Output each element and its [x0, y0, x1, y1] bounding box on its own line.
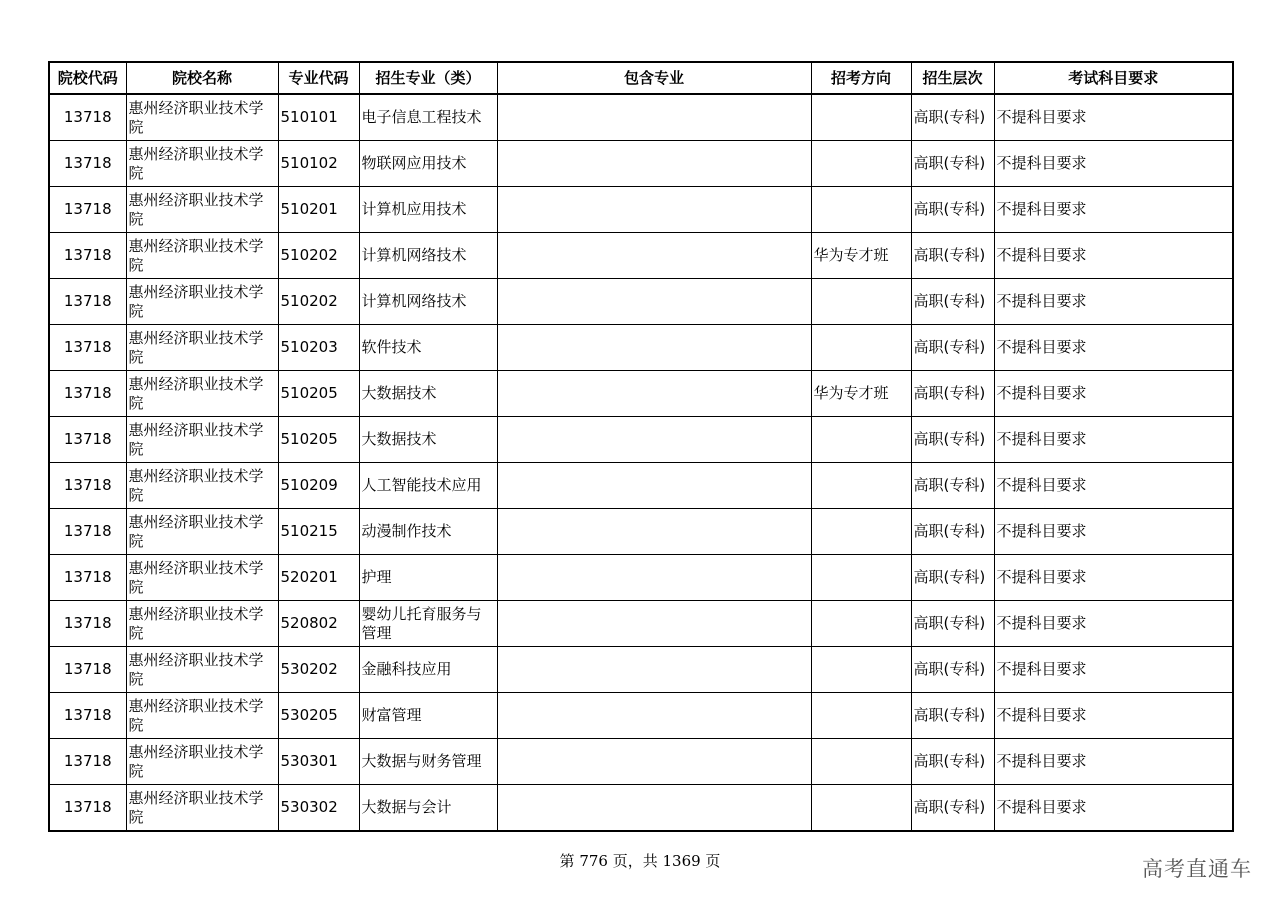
cell-includes	[497, 371, 811, 417]
table-row	[49, 555, 1233, 601]
cell-requirement: 不提科目要求	[994, 647, 1233, 693]
cell-major: 大数据与会计	[359, 785, 497, 832]
cell-direction: 华为专才班	[811, 371, 911, 417]
table-row	[49, 279, 1233, 325]
cell-major-code: 510101	[278, 94, 359, 141]
cell-requirement: 不提科目要求	[994, 509, 1233, 555]
cell-major-code: 510215	[278, 509, 359, 555]
table-row	[49, 371, 1233, 417]
cell-includes	[497, 233, 811, 279]
cell-school-code: 13718	[49, 325, 126, 371]
cell-level: 高职(专科)	[911, 739, 994, 785]
cell-school-name: 惠州经济职业技术学院	[126, 509, 278, 555]
cell-school-name: 惠州经济职业技术学院	[126, 693, 278, 739]
cell-major: 人工智能技术应用	[359, 463, 497, 509]
cell-level: 高职(专科)	[911, 509, 994, 555]
cell-level: 高职(专科)	[911, 417, 994, 463]
cell-school-code: 13718	[49, 233, 126, 279]
cell-includes	[497, 187, 811, 233]
table-row	[49, 187, 1233, 233]
cell-major: 物联网应用技术	[359, 141, 497, 187]
cell-major: 软件技术	[359, 325, 497, 371]
cell-requirement: 不提科目要求	[994, 785, 1233, 832]
cell-school-name: 惠州经济职业技术学院	[126, 785, 278, 832]
cell-requirement: 不提科目要求	[994, 371, 1233, 417]
table-row	[49, 463, 1233, 509]
table-body	[49, 94, 1233, 831]
cell-school-code: 13718	[49, 555, 126, 601]
cell-school-name: 惠州经济职业技术学院	[126, 141, 278, 187]
cell-school-code: 13718	[49, 647, 126, 693]
cell-direction	[811, 647, 911, 693]
cell-school-code: 13718	[49, 693, 126, 739]
table-row	[49, 785, 1233, 832]
cell-includes	[497, 279, 811, 325]
cell-major: 财富管理	[359, 693, 497, 739]
cell-major: 护理	[359, 555, 497, 601]
cell-major: 大数据技术	[359, 417, 497, 463]
cell-school-code: 13718	[49, 601, 126, 647]
header-school-code: 院校代码	[49, 62, 126, 94]
cell-direction	[811, 509, 911, 555]
cell-major: 计算机网络技术	[359, 279, 497, 325]
cell-requirement: 不提科目要求	[994, 739, 1233, 785]
cell-includes	[497, 94, 811, 141]
cell-major: 计算机网络技术	[359, 233, 497, 279]
cell-school-code: 13718	[49, 509, 126, 555]
header-major-code: 专业代码	[278, 62, 359, 94]
cell-major-code: 510203	[278, 325, 359, 371]
cell-direction	[811, 463, 911, 509]
cell-school-code: 13718	[49, 141, 126, 187]
cell-level: 高职(专科)	[911, 785, 994, 832]
cell-major: 大数据与财务管理	[359, 739, 497, 785]
cell-requirement: 不提科目要求	[994, 141, 1233, 187]
cell-major-code: 530202	[278, 647, 359, 693]
cell-includes	[497, 463, 811, 509]
cell-major: 计算机应用技术	[359, 187, 497, 233]
cell-major-code: 520802	[278, 601, 359, 647]
cell-school-name: 惠州经济职业技术学院	[126, 417, 278, 463]
cell-includes	[497, 325, 811, 371]
cell-school-name: 惠州经济职业技术学院	[126, 739, 278, 785]
cell-level: 高职(专科)	[911, 371, 994, 417]
cell-major-code: 530205	[278, 693, 359, 739]
cell-major-code: 530302	[278, 785, 359, 832]
cell-level: 高职(专科)	[911, 325, 994, 371]
cell-school-name: 惠州经济职业技术学院	[126, 233, 278, 279]
cell-direction	[811, 785, 911, 832]
cell-direction	[811, 279, 911, 325]
cell-requirement: 不提科目要求	[994, 693, 1233, 739]
cell-direction	[811, 94, 911, 141]
cell-requirement: 不提科目要求	[994, 417, 1233, 463]
admissions-table	[48, 61, 1234, 832]
cell-school-name: 惠州经济职业技术学院	[126, 279, 278, 325]
cell-school-name: 惠州经济职业技术学院	[126, 371, 278, 417]
table-row	[49, 601, 1233, 647]
table-header-row	[49, 62, 1233, 94]
cell-includes	[497, 141, 811, 187]
cell-level: 高职(专科)	[911, 233, 994, 279]
cell-direction	[811, 417, 911, 463]
cell-includes	[497, 417, 811, 463]
cell-major-code: 520201	[278, 555, 359, 601]
header-direction: 招考方向	[811, 62, 911, 94]
cell-includes	[497, 509, 811, 555]
table-row	[49, 325, 1233, 371]
cell-includes	[497, 555, 811, 601]
cell-requirement: 不提科目要求	[994, 233, 1233, 279]
cell-level: 高职(专科)	[911, 693, 994, 739]
cell-direction	[811, 325, 911, 371]
cell-includes	[497, 739, 811, 785]
cell-includes	[497, 693, 811, 739]
cell-major-code: 510202	[278, 279, 359, 325]
cell-major-code: 510205	[278, 417, 359, 463]
cell-includes	[497, 647, 811, 693]
cell-major: 婴幼儿托育服务与管理	[359, 601, 497, 647]
cell-school-name: 惠州经济职业技术学院	[126, 325, 278, 371]
cell-school-name: 惠州经济职业技术学院	[126, 601, 278, 647]
table-row	[49, 739, 1233, 785]
cell-major-code: 510205	[278, 371, 359, 417]
cell-school-code: 13718	[49, 187, 126, 233]
cell-school-name: 惠州经济职业技术学院	[126, 94, 278, 141]
cell-level: 高职(专科)	[911, 141, 994, 187]
cell-major: 动漫制作技术	[359, 509, 497, 555]
cell-major: 电子信息工程技术	[359, 94, 497, 141]
cell-school-code: 13718	[49, 785, 126, 832]
cell-major-code: 530301	[278, 739, 359, 785]
cell-level: 高职(专科)	[911, 647, 994, 693]
table-row	[49, 509, 1233, 555]
cell-level: 高职(专科)	[911, 463, 994, 509]
cell-major-code: 510201	[278, 187, 359, 233]
cell-school-code: 13718	[49, 739, 126, 785]
cell-school-code: 13718	[49, 417, 126, 463]
watermark: 高考直通车	[1142, 857, 1252, 881]
cell-includes	[497, 601, 811, 647]
cell-school-name: 惠州经济职业技术学院	[126, 463, 278, 509]
cell-level: 高职(专科)	[911, 279, 994, 325]
cell-major-code: 510209	[278, 463, 359, 509]
cell-school-name: 惠州经济职业技术学院	[126, 647, 278, 693]
table-row	[49, 647, 1233, 693]
cell-direction	[811, 141, 911, 187]
cell-school-code: 13718	[49, 279, 126, 325]
header-requirement: 考试科目要求	[994, 62, 1233, 94]
cell-requirement: 不提科目要求	[994, 187, 1233, 233]
cell-level: 高职(专科)	[911, 601, 994, 647]
header-level: 招生层次	[911, 62, 994, 94]
cell-major-code: 510202	[278, 233, 359, 279]
header-major: 招生专业（类）	[359, 62, 497, 94]
table-row	[49, 141, 1233, 187]
cell-level: 高职(专科)	[911, 187, 994, 233]
cell-major-code: 510102	[278, 141, 359, 187]
cell-requirement: 不提科目要求	[994, 94, 1233, 141]
cell-requirement: 不提科目要求	[994, 279, 1233, 325]
cell-requirement: 不提科目要求	[994, 463, 1233, 509]
table-row	[49, 94, 1233, 141]
cell-school-code: 13718	[49, 463, 126, 509]
cell-school-code: 13718	[49, 371, 126, 417]
cell-direction: 华为专才班	[811, 233, 911, 279]
cell-includes	[497, 785, 811, 832]
cell-requirement: 不提科目要求	[994, 555, 1233, 601]
cell-school-name: 惠州经济职业技术学院	[126, 555, 278, 601]
cell-level: 高职(专科)	[911, 555, 994, 601]
cell-direction	[811, 739, 911, 785]
cell-direction	[811, 601, 911, 647]
cell-school-code: 13718	[49, 94, 126, 141]
cell-direction	[811, 187, 911, 233]
table-row	[49, 693, 1233, 739]
cell-direction	[811, 693, 911, 739]
header-includes: 包含专业	[497, 62, 811, 94]
table-row	[49, 233, 1233, 279]
cell-level: 高职(专科)	[911, 94, 994, 141]
cell-school-name: 惠州经济职业技术学院	[126, 187, 278, 233]
page-number: 第 776 页，共 1369 页	[559, 852, 721, 870]
table-row	[49, 417, 1233, 463]
cell-major: 金融科技应用	[359, 647, 497, 693]
cell-requirement: 不提科目要求	[994, 601, 1233, 647]
header-school-name: 院校名称	[126, 62, 278, 94]
cell-requirement: 不提科目要求	[994, 325, 1233, 371]
cell-major: 大数据技术	[359, 371, 497, 417]
cell-direction	[811, 555, 911, 601]
